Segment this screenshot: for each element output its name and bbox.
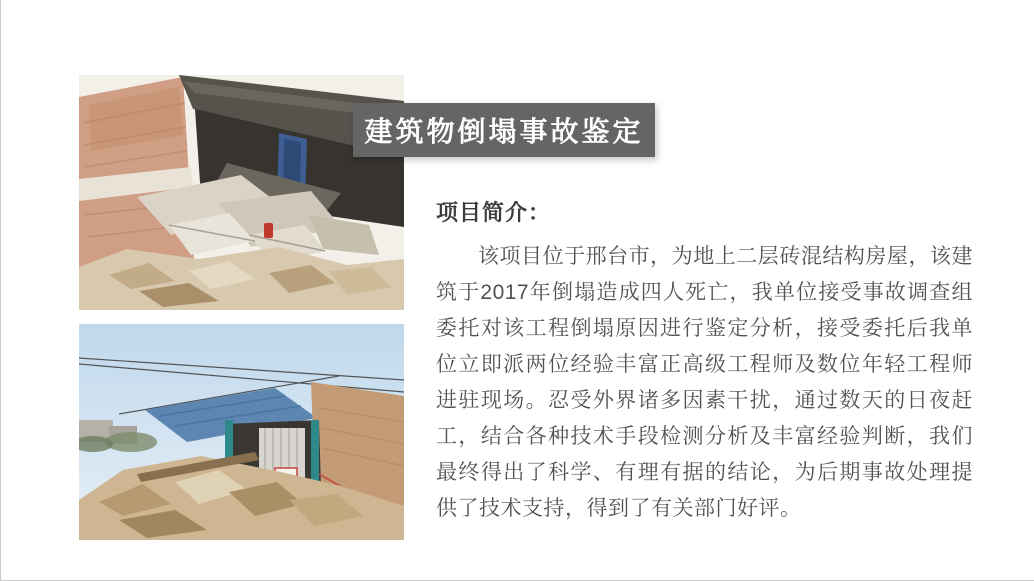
project-intro-section xyxy=(436,196,973,527)
photo-collapsed-street-rubble xyxy=(79,324,404,540)
project-intro-heading: 项目简介： xyxy=(436,200,552,225)
section-title: 建筑物倒塌事故鉴定 xyxy=(364,116,644,147)
collapsed-street-illustration xyxy=(79,324,404,540)
section-title-banner xyxy=(353,103,655,157)
project-intro-paragraph: 该项目位于邢台市，为地上二层砖混结构房屋，该建筑于2017年倒塌造成四人死亡，我单位接受事故调查组委托对该工程倒塌原因进行鉴定分析，接受委托后我单位立即派两位经验丰富正高级工程师及数位年轻工程师进驻现场。忍受外界诸多因素干扰，通过数天的日夜赶工，结合各种技术手段检测分析及丰富经验判断，我们最终得出了科学、有理有据的结论，为后期事故处理提供了技术支持，得到了有关部门好评。 xyxy=(436,245,973,520)
